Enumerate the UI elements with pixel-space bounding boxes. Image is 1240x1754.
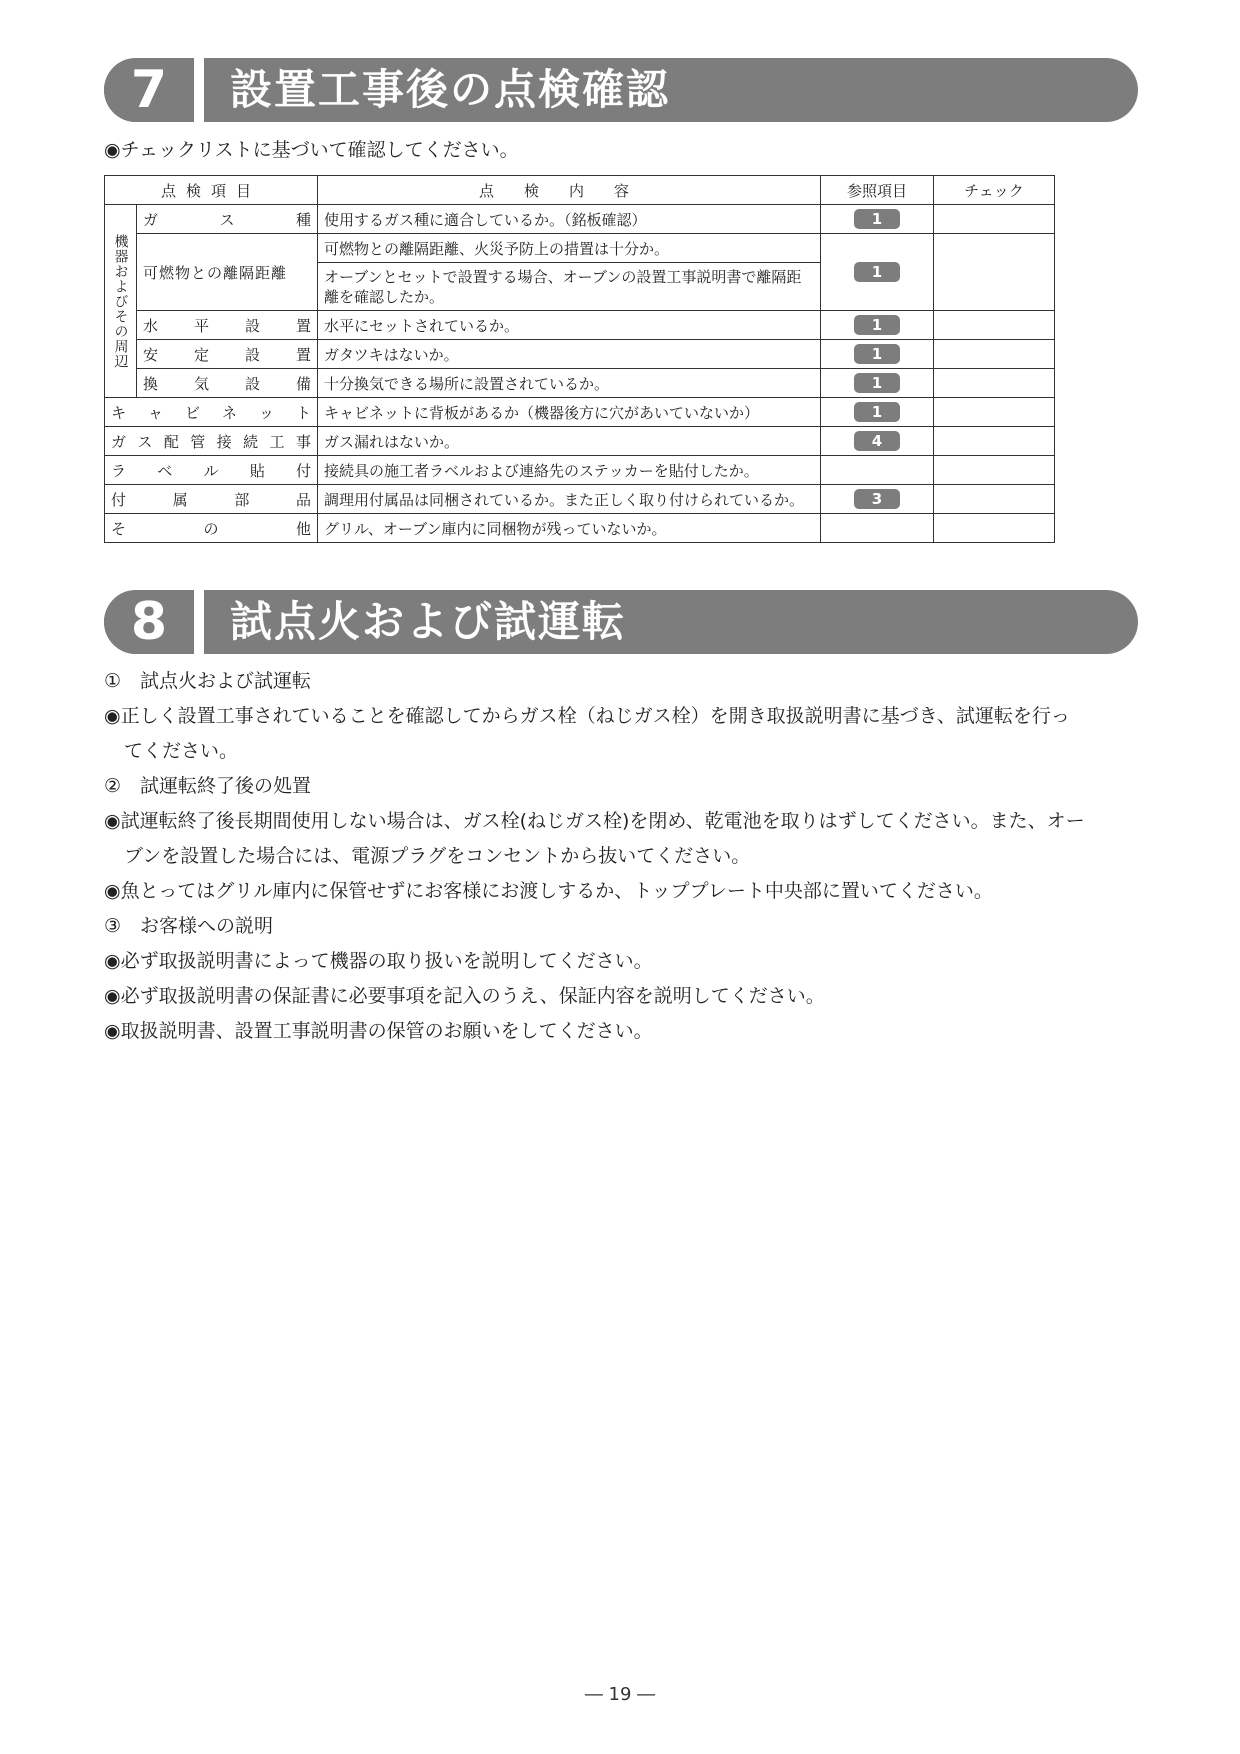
row-content: 使用するガス種に適合しているか。（銘板確認） — [318, 205, 821, 234]
header-ref-label: 参照項目 — [847, 181, 908, 200]
check-cell[interactable] — [934, 340, 1055, 369]
row-item-label: 安 定 設 置 — [143, 345, 312, 364]
row-ref — [821, 427, 934, 456]
ref-badge: 1 — [854, 262, 900, 282]
bullet-2-line-1: ◉試運転終了後長期間使用しない場合は、ガス栓(ねじガス栓)を閉め、乾電池を取りはずしてください。また、オー — [104, 810, 1085, 832]
subheading-1: ① 試点火および試運転 — [104, 670, 312, 692]
check-cell[interactable] — [934, 234, 1055, 311]
row-ref — [821, 485, 934, 514]
row-item — [105, 514, 318, 543]
row-item-label: 可燃物との離隔距離 — [143, 263, 288, 282]
table-row — [105, 456, 1055, 485]
check-cell[interactable] — [934, 485, 1055, 514]
row-content: 可燃物との離隔距離、火災予防上の措置は十分か。 — [318, 234, 821, 263]
check-cell[interactable] — [934, 514, 1055, 543]
ref-badge: 3 — [854, 489, 900, 509]
check-cell[interactable] — [934, 205, 1055, 234]
row-item-label: 付 属 部 品 — [111, 490, 311, 509]
row-content: 接続具の施工者ラベルおよび連絡先のステッカーを貼付したか。 — [318, 456, 821, 485]
row-item — [105, 456, 318, 485]
check-cell[interactable] — [934, 311, 1055, 340]
table-row — [105, 398, 1055, 427]
ref-badge: 1 — [854, 209, 900, 229]
row-item — [137, 234, 318, 311]
table-row — [105, 340, 1055, 369]
row-content: ガス漏れはないか。 — [318, 427, 821, 456]
checklist-table — [104, 175, 1055, 543]
section8-number: 8 — [104, 590, 194, 654]
row-item-label: ガ ス 種 — [143, 210, 312, 229]
section7-number: 7 — [104, 58, 194, 122]
ref-badge: 1 — [854, 344, 900, 364]
row-item — [137, 205, 318, 234]
row-ref — [821, 205, 934, 234]
check-cell[interactable] — [934, 369, 1055, 398]
row-item-label: そ の 他 — [111, 519, 312, 538]
bullet-5: ◉必ず取扱説明書の保証書に必要事項を記入のうえ、保証内容を説明してください。 — [104, 985, 825, 1007]
check-cell[interactable] — [934, 398, 1055, 427]
row-item-label: ガ ス 配 管 接 続 工 事 — [111, 432, 311, 451]
bullet-2-line-2: ブンを設置した場合には、電源プラグをコンセントから抜いてください。 — [124, 845, 751, 867]
row-ref — [821, 234, 934, 311]
row-item-label: キ ャ ビ ネ ッ ト — [111, 403, 312, 422]
header-item-label: 点検項目 — [161, 181, 262, 200]
row-content: 十分換気できる場所に設置されているか。 — [318, 369, 821, 398]
table-row — [105, 485, 1055, 514]
table-row — [105, 205, 1055, 234]
row-item — [137, 311, 318, 340]
row-item-label: ラ ベ ル 貼 付 — [111, 461, 312, 480]
header-separator — [194, 58, 204, 122]
check-cell[interactable] — [934, 456, 1055, 485]
header-item — [105, 176, 318, 205]
header-check-label: チェック — [964, 181, 1024, 200]
row-item — [137, 340, 318, 369]
bullet-6: ◉取扱説明書、設置工事説明書の保管のお願いをしてください。 — [104, 1020, 653, 1042]
row-ref — [821, 311, 934, 340]
row-content: グリル、オーブン庫内に同梱物が残っていないか。 — [318, 514, 821, 543]
ref-badge: 4 — [854, 431, 900, 451]
bullet-1-line-1: ◉正しく設置工事されていることを確認してからガス栓（ねじガス栓）を開き取扱説明書に基づき、試運転を行っ — [104, 705, 1070, 727]
section8-title: 試点火および試運転 — [230, 597, 627, 646]
table-row — [105, 369, 1055, 398]
bullet-1-line-2: てください。 — [124, 740, 239, 762]
subheading-3: ③ お客様への説明 — [104, 915, 274, 937]
row-item — [105, 427, 318, 456]
section8-body — [104, 664, 1154, 1049]
bullet-4: ◉必ず取扱説明書によって機器の取り扱いを説明してください。 — [104, 950, 653, 972]
header-separator — [194, 590, 204, 654]
row-item — [137, 369, 318, 398]
row-item — [105, 398, 318, 427]
section8-header — [104, 590, 1138, 654]
table-header-row — [105, 176, 1055, 205]
row-ref — [821, 514, 934, 543]
row-item — [105, 485, 318, 514]
table-row — [105, 234, 1055, 263]
row-ref — [821, 340, 934, 369]
page-number: ― 19 ― — [584, 1684, 656, 1705]
row-content — [318, 263, 821, 311]
header-content-label: 点検内容 — [479, 181, 660, 200]
table-row — [105, 427, 1055, 456]
ref-badge: 1 — [854, 402, 900, 422]
row-item-label: 換 気 設 備 — [143, 374, 312, 393]
row-content: 水平にセットされているか。 — [318, 311, 821, 340]
section7-note: ◉チェックリストに基づいて確認してください。 — [104, 139, 519, 161]
row-ref — [821, 456, 934, 485]
row-content: 調理用付属品は同梱されているか。また正しく取り付けられているか。 — [318, 485, 821, 514]
ref-badge: 1 — [854, 315, 900, 335]
row-ref — [821, 369, 934, 398]
section7-header — [104, 58, 1138, 122]
table-row — [105, 311, 1055, 340]
header-check — [934, 176, 1055, 205]
row-ref — [821, 398, 934, 427]
header-content — [318, 176, 821, 205]
bullet-3: ◉魚とってはグリル庫内に保管せずにお客様にお渡しするか、トッププレート中央部に置いてください。 — [104, 880, 993, 902]
row-item-label: 水 平 設 置 — [143, 316, 312, 335]
subheading-2: ② 試運転終了後の処置 — [104, 775, 312, 797]
check-cell[interactable] — [934, 427, 1055, 456]
row-content: ガタツキはないか。 — [318, 340, 821, 369]
ref-badge: 1 — [854, 373, 900, 393]
category-cell: 機器およびその周辺 — [105, 205, 137, 398]
header-ref — [821, 176, 934, 205]
row-content: キャビネットに背板があるか（機器後方に穴があいていないか） — [318, 398, 821, 427]
table-row — [105, 514, 1055, 543]
section7-title: 設置工事後の点検確認 — [230, 65, 671, 114]
row-content-text: オーブンとセットで設置する場合、オーブンの設置工事説明書で離隔距離を確認したか。 — [324, 267, 802, 306]
